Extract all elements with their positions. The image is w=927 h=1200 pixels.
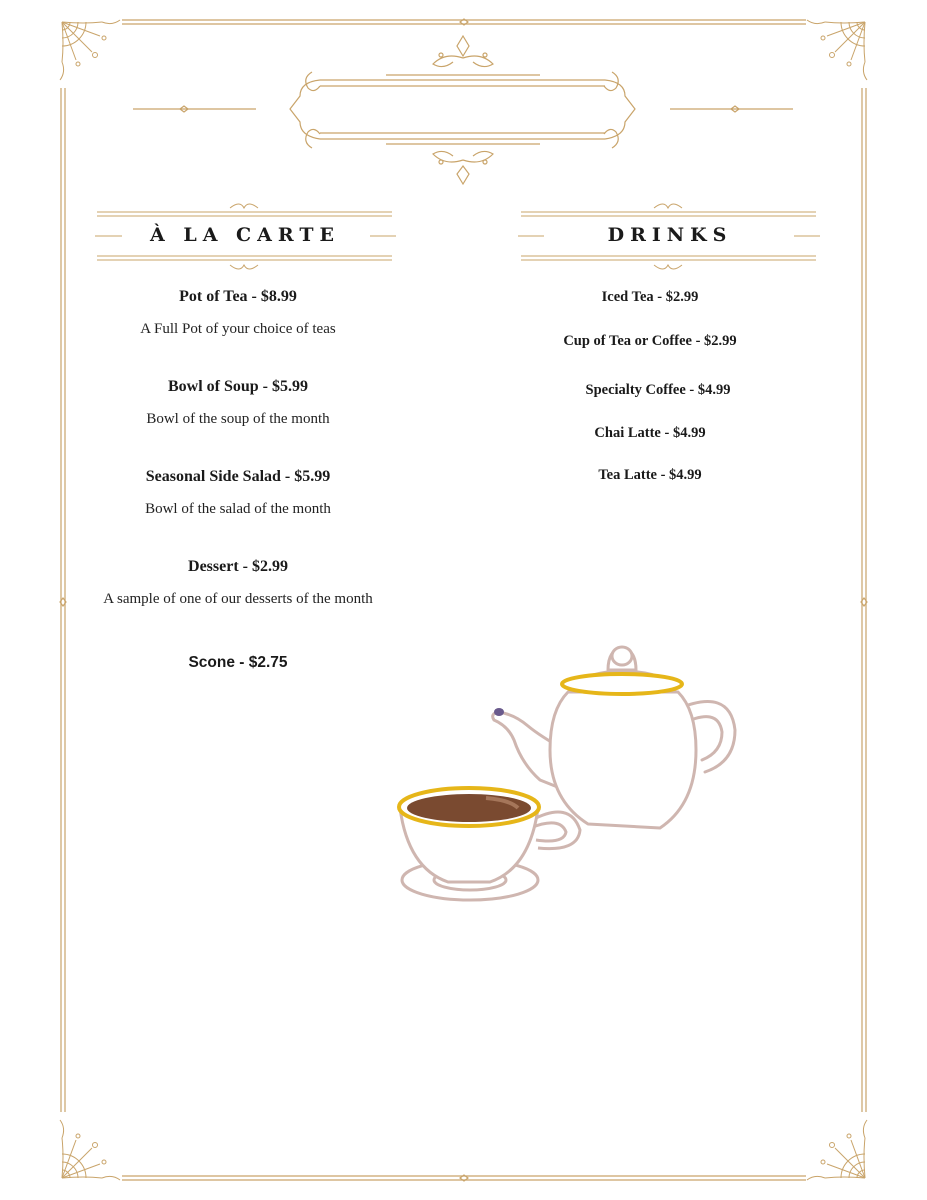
drink-item: Cup of Tea or Coffee - $2.99 (563, 333, 737, 349)
menu-item-description: Bowl of the salad of the month (145, 501, 331, 517)
drink-item: Specialty Coffee - $4.99 (585, 382, 731, 398)
menu-item-description: Bowl of the soup of the month (146, 411, 330, 427)
menu-item-name: Seasonal Side Salad - $5.99 (145, 468, 331, 485)
a-la-carte-heading: À LA CARTE (149, 224, 340, 246)
menu-item-name: Scone - $2.75 (188, 654, 288, 671)
header-cartouche (133, 36, 793, 184)
menu-item-name: Dessert - $2.99 (188, 558, 288, 575)
drinks-heading: DRINKS (607, 224, 733, 246)
drink-item: Tea Latte - $4.99 (598, 467, 702, 483)
teapot-and-teacup-icon (390, 640, 750, 910)
menu-item-name: Pot of Tea - $8.99 (179, 288, 297, 305)
drink-item: Chai Latte - $4.99 (594, 425, 706, 441)
drink-item: Iced Tea - $2.99 (601, 289, 699, 305)
menu-item-description: A Full Pot of your choice of teas (140, 321, 336, 337)
menu-item-name: Bowl of Soup - $5.99 (167, 378, 309, 395)
menu-item-description: A sample of one of our desserts of the month (103, 591, 373, 607)
